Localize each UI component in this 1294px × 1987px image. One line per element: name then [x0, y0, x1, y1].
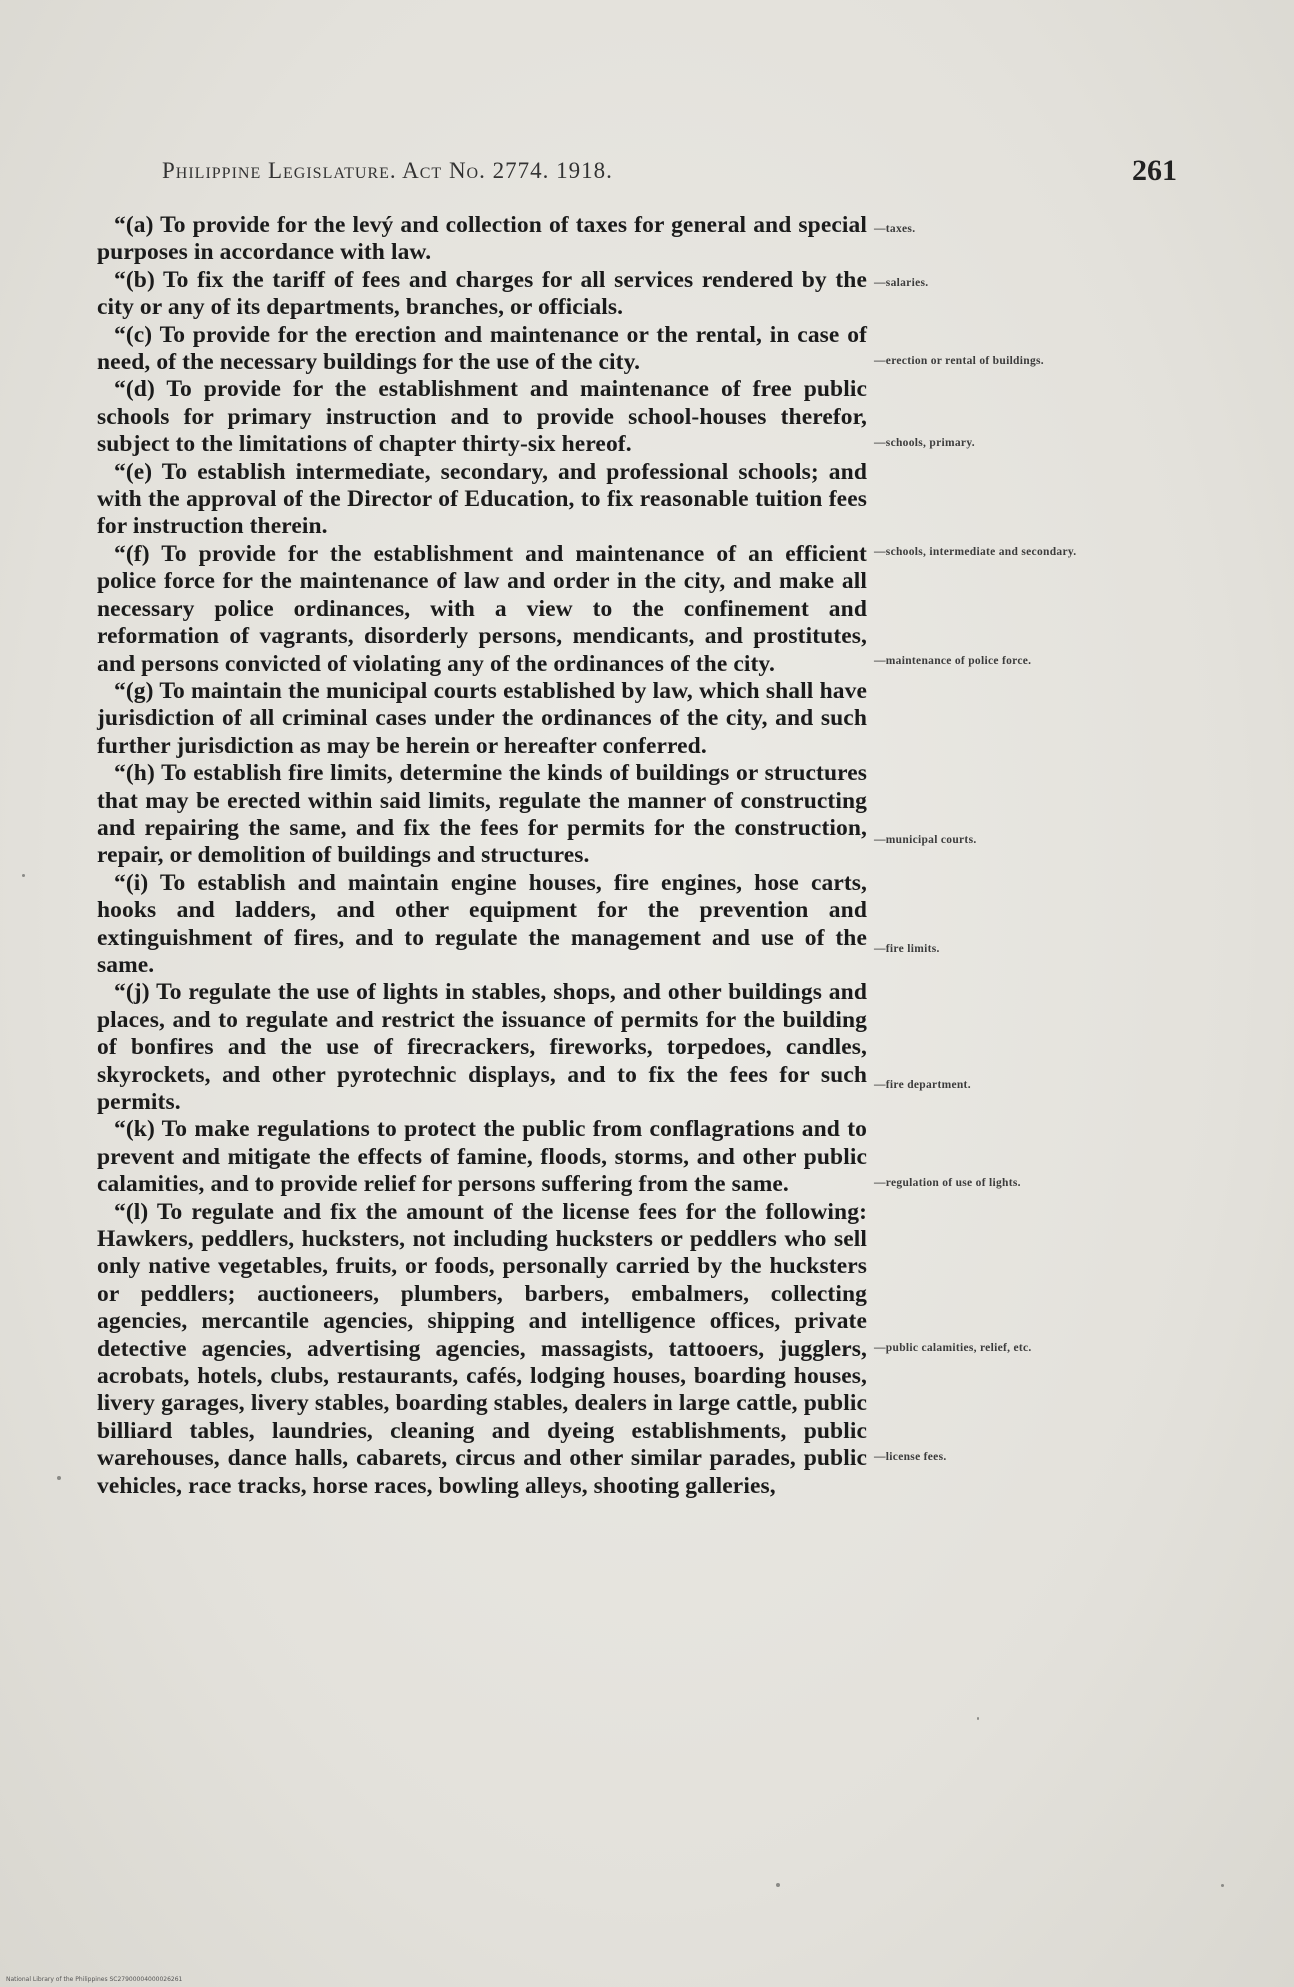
margin-note-license-fees: —license fees. — [874, 1451, 947, 1463]
paragraph-g: “(g) To maintain the municipal courts established by law, which shall have jurisdiction of all criminal cases under the ordinances of the city, and such further jurisdiction as may be herein or hereafter conferred. — [97, 677, 867, 759]
paragraph-l: “(l) To regulate and fix the amount of the license fees for the following: Hawkers, peddlers, hucksters, not including hucksters or peddlers who sell only native vegetables, fruits, or foods, personally carried by the hucksters or peddlers; auctioneers, plumbers, barbers, embalmers, collecting agencies, mercantile agencies, shipping and intelligence offices, private detective agencies, advertising agencies, massagists, tattooers, jugglers, acrobats, hotels, clubs, restaurants, cafés, lodging houses, boarding houses, livery garages, livery stables, boarding stables, dealers in large cattle, public billiard tables, laundries, cleaning and dyeing establishments, public warehouses, dance halls, cabarets, circus and other similar parades, public vehicles, race tracks, horse races, bowling alleys, shooting galleries, — [97, 1198, 867, 1499]
paragraph-c: “(c) To provide for the erection and maintenance or the rental, in case of need, of the necessary buildings for the use of the city. — [97, 321, 867, 376]
scan-speck — [977, 1717, 979, 1720]
margin-note-municipal-courts: —municipal courts. — [874, 834, 977, 846]
paragraph-d: “(d) To provide for the establishment and maintenance of free public schools for primary instruction and to provide school-houses therefor, subject to the limitations of chapter thirty-six hereof. — [97, 376, 867, 458]
paragraph-f: “(f) To provide for the establishment and maintenance of an efficient police force for the maintenance of law and order in the city, and make all necessary police ordinances, with a view to the confinement and reformation of vagrants, disorderly persons, mendicants, and prostitutes, and persons convicted of violating any of the ordinances of the city. — [97, 540, 867, 677]
margin-note-taxes: —taxes. — [874, 223, 916, 235]
paragraph-a: “(a) To provide for the levý and collection of taxes for general and special purposes in accordance with law. — [97, 212, 867, 266]
margin-note-salaries: —salaries. — [874, 277, 929, 289]
page-number: 261 — [1132, 154, 1177, 187]
paragraph-k: “(k) To make regulations to protect the public from conflagrations and to prevent and mitigate the effects of famine, floods, storms, and other public calamities, and to provide relief for persons suffering from the same. — [97, 1116, 867, 1198]
margin-note-fire-limits: —fire limits. — [874, 943, 940, 955]
running-head: Philippine Legislature. Act No. 2774. 1918. — [162, 158, 613, 183]
paragraph-e: “(e) To establish intermediate, secondary, and professional schools; and with the approval of the Director of Education, to fix reasonable tuition fees for instruction therein. — [97, 458, 867, 540]
paragraph-j: “(j) To regulate the use of lights in stables, shops, and other buildings and places, and to regulate and restrict the issuance of permits for the building of bonfires and the use of firecrackers, fireworks, torpedoes, candles, skyrockets, and other pyrotechnic displays, and to fix the fees for such permits. — [97, 979, 867, 1115]
margin-note-police: —maintenance of police force. — [874, 655, 1032, 667]
margin-note-fire-department: —fire department. — [874, 1079, 971, 1091]
body-text — [97, 212, 867, 1500]
scan-speck — [22, 874, 25, 877]
scan-speck — [776, 1883, 780, 1887]
margin-note-schools-primary: —schools, primary. — [874, 437, 975, 449]
margin-note-calamities: —public calamities, relief, etc. — [874, 1342, 1032, 1354]
paragraph-h: “(h) To establish fire limits, determine the kinds of buildings or structures that may be erected within said limits, regulate the manner of constructing and repairing the same, and fix the fees for permits for the construction, repair, or demolition of buildings and structures. — [97, 760, 867, 869]
margin-note-erection: —erection or rental of buildings. — [874, 355, 1044, 367]
margin-note-schools-intermediate: —schools, intermediate and secondary. — [874, 546, 1077, 558]
scan-speck — [1221, 1884, 1224, 1887]
margin-note-lights: —regulation of use of lights. — [874, 1177, 1021, 1189]
scan-speck — [57, 1476, 61, 1480]
page-header — [162, 154, 1177, 198]
paragraph-b: “(b) To fix the tariff of fees and charges for all services rendered by the city or any of its departments, branches, or officials. — [97, 266, 867, 321]
paragraph-i: “(i) To establish and maintain engine houses, fire engines, hose carts, hooks and ladders, and other equipment for the prevention and extinguishment of fires, and to regulate the management and use of the same. — [97, 869, 867, 978]
scan-stamp: National Library of the Philippines SC27900004000026261 — [6, 1976, 183, 1983]
